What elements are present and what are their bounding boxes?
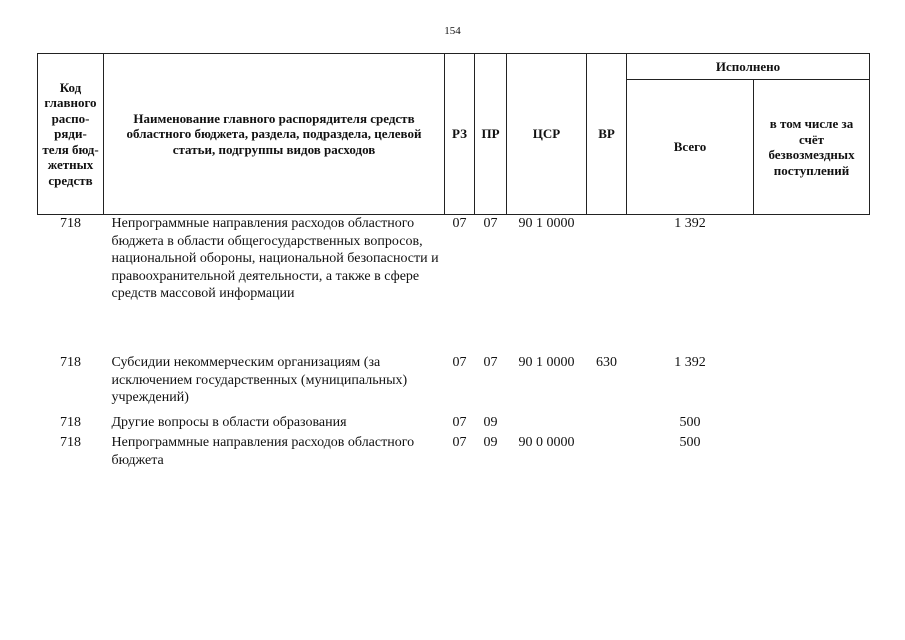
cell-pr: 07 [483, 216, 498, 231]
cell-total: 1 392 [674, 216, 706, 231]
table-row [38, 215, 870, 355]
cell-rz: 07 [452, 216, 467, 231]
header-csr: ЦСР [507, 54, 587, 215]
cell-total: 500 [679, 415, 701, 430]
cell-including [754, 434, 870, 470]
table-header [38, 54, 870, 215]
cell-total: 1 392 [674, 355, 706, 370]
cell-vr [587, 215, 627, 355]
cell-name: Другие вопросы в области образования [111, 415, 347, 430]
cell-total: 500 [679, 435, 701, 450]
table-row [38, 414, 870, 434]
page-number: 154 [444, 25, 461, 37]
cell-rz: 07 [452, 435, 467, 450]
budget-table [37, 53, 870, 470]
cell-csr [507, 414, 587, 434]
header-pr: ПР [475, 54, 507, 215]
cell-including [754, 354, 870, 414]
cell-csr: 90 1 0000 [518, 355, 575, 370]
header-executed: Исполнено [627, 54, 870, 80]
cell-vr: 630 [596, 355, 617, 370]
header-total: Всего [627, 80, 754, 215]
header-name: Наименование главного распорядителя средств областного бюджета, раздела, подраздела, целевой статьи, подгруппы видов расходов [104, 54, 445, 215]
header-rz: РЗ [445, 54, 475, 215]
cell-rz: 07 [452, 415, 467, 430]
table-row [38, 354, 870, 414]
header-vr: ВР [587, 54, 627, 215]
table-row [38, 434, 870, 470]
cell-csr: 90 0 0000 [518, 435, 575, 450]
cell-vr [587, 414, 627, 434]
cell-name: Непрограммные направления расходов областного бюджета [111, 435, 415, 468]
cell-code: 718 [60, 435, 81, 450]
cell-including [754, 215, 870, 355]
cell-rz: 07 [452, 355, 467, 370]
cell-pr: 09 [483, 415, 498, 430]
cell-code: 718 [60, 216, 81, 231]
header-including: в том числе за счёт безвозмездных поступлений [754, 80, 870, 215]
cell-name: Непрограммные направления расходов областного бюджета в области общегосударственных вопросов, национальной обороны, национальной безопасности и правоохранительной деятельности, а также в сфере средств массовой информации [111, 216, 439, 301]
cell-csr: 90 1 0000 [518, 216, 575, 231]
cell-pr: 09 [483, 435, 498, 450]
cell-including [754, 414, 870, 434]
cell-code: 718 [60, 415, 81, 430]
cell-name: Субсидии некоммерческим организациям (за исключением государственных (муниципальных) учреждений) [111, 355, 408, 405]
cell-vr [587, 434, 627, 470]
header-code: Код главного распо-ряди-теля бюд-жетных средств [38, 54, 104, 215]
cell-pr: 07 [483, 355, 498, 370]
cell-code: 718 [60, 355, 81, 370]
table-body [38, 215, 870, 471]
